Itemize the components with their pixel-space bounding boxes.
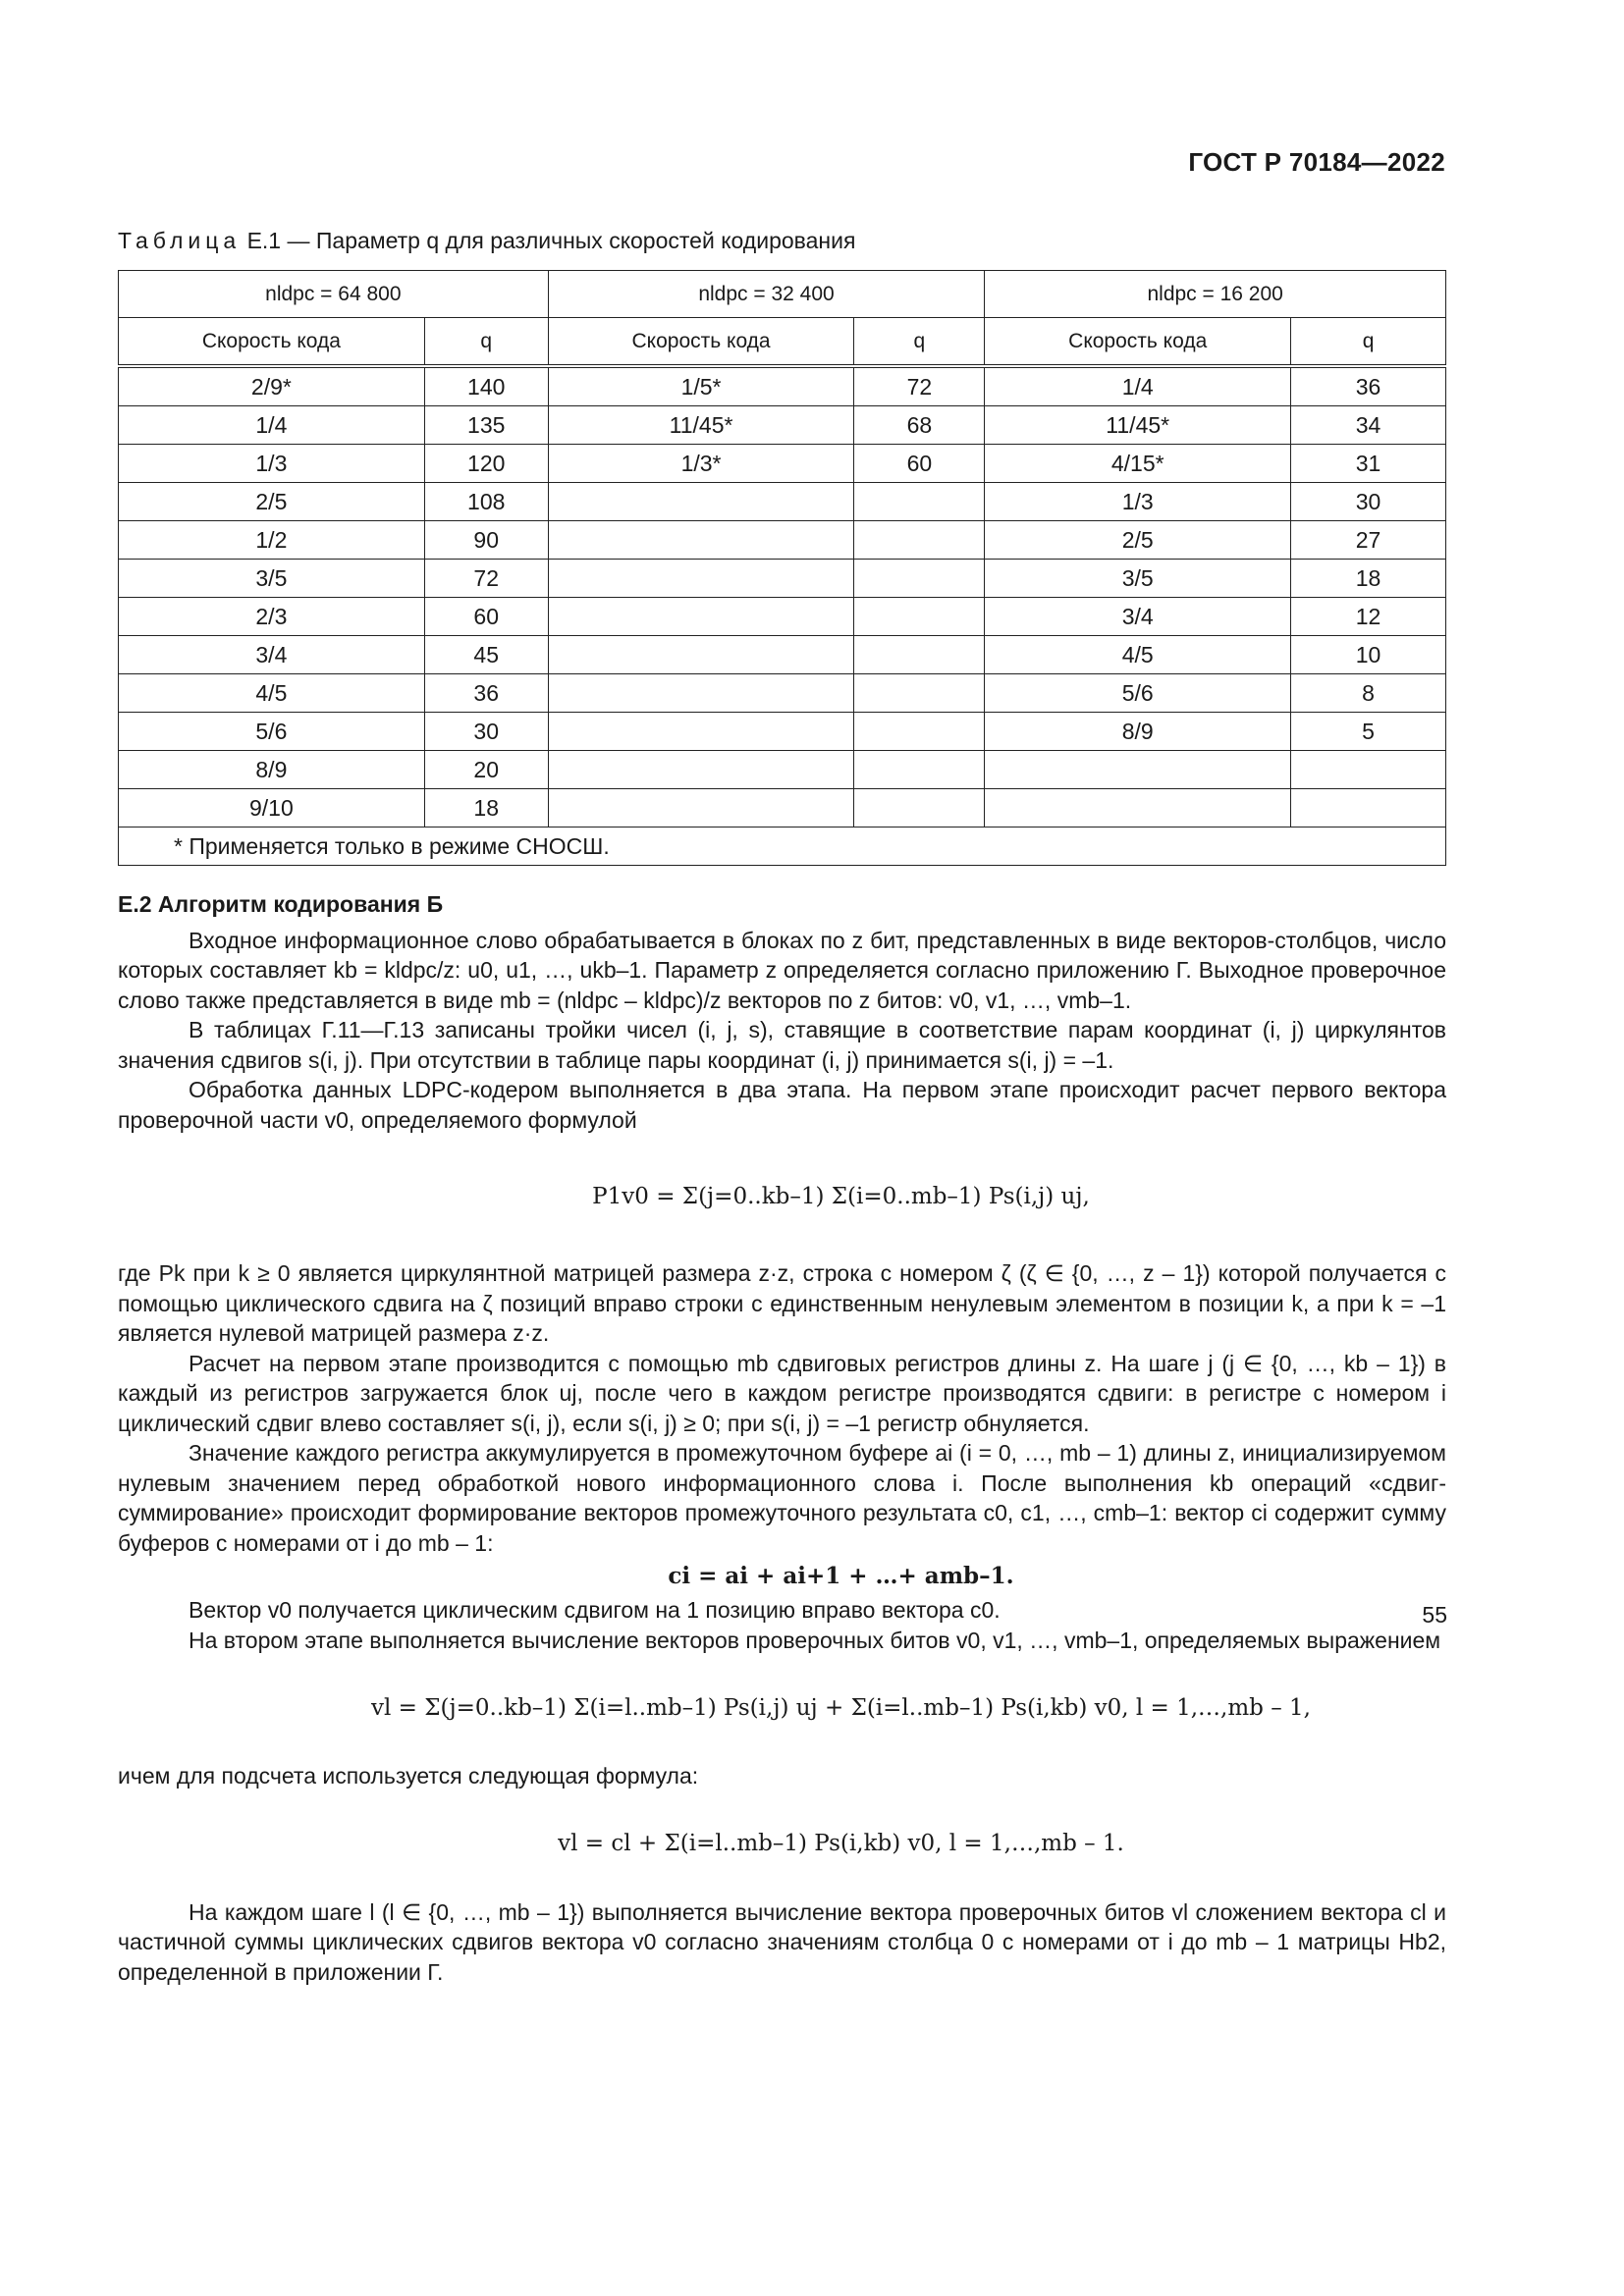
table-cell xyxy=(548,636,854,674)
table-cell xyxy=(854,521,985,560)
table-footnote-row xyxy=(119,828,1446,866)
table-cell xyxy=(548,521,854,560)
table-cell xyxy=(548,483,854,521)
table-cell: 72 xyxy=(854,366,985,406)
table-cell xyxy=(854,636,985,674)
table-row xyxy=(119,366,1446,406)
table-cell: 5/6 xyxy=(119,713,425,751)
table-cell xyxy=(1291,789,1446,828)
table-cell: 18 xyxy=(1291,560,1446,598)
table-cell xyxy=(548,598,854,636)
table-row xyxy=(119,789,1446,828)
table-cell: 30 xyxy=(1291,483,1446,521)
table-cell: 2/3 xyxy=(119,598,425,636)
table-row xyxy=(119,598,1446,636)
table-cell: 60 xyxy=(854,445,985,483)
table-cell xyxy=(854,751,985,789)
table-cell: 135 xyxy=(424,406,548,445)
paragraph-7: Вектор v0 получается циклическим сдвигом на 1 позицию вправо вектора c0. xyxy=(189,1597,1001,1623)
paragraph-4: где Pk при k ≥ 0 является циркулянтной матрицей размера z·z, строка с номером ζ (ζ ∈ {0, …, z – 1}) которой получается с помощью циклического сдвига на ζ позиций вправо строки с единственным ненулевым элементом в позиции k, а при k = –1 является нулевой матрицей размера z·z. xyxy=(118,1260,1446,1346)
table-cell: 72 xyxy=(424,560,548,598)
section-title: Е.2 Алгоритм кодирования Б xyxy=(118,891,444,917)
table-cell xyxy=(548,560,854,598)
table-cell xyxy=(548,674,854,713)
table-cell: 30 xyxy=(424,713,548,751)
table-cell: 1/3 xyxy=(985,483,1291,521)
table-subheader-row xyxy=(119,318,1446,367)
code-rate-table xyxy=(118,270,1446,866)
page-number: 55 xyxy=(1422,1602,1447,1628)
table-cell xyxy=(854,598,985,636)
paragraph-1: Входное информационное слово обрабатывается в блоках по z бит, представленных в виде векторов-столбцов, число которых составляет kb = kldpc/z: u0, u1, …, ukb–1. Параметр z определяется согласно приложению Г. Выходное проверочное слово также представляется в виде mb = (nldpc – kldpc)/z векторов по z битов: v0, v1, …, vmb–1. xyxy=(118,927,1446,1013)
table-cell: 8/9 xyxy=(985,713,1291,751)
table-cell: 36 xyxy=(424,674,548,713)
table-cell: 108 xyxy=(424,483,548,521)
group-header-16200: nldpc = 16 200 xyxy=(985,271,1446,318)
table-row xyxy=(119,636,1446,674)
col-header-q: q xyxy=(854,318,985,367)
paragraph-5: Расчет на первом этапе производится с помощью mb сдвиговых регистров длины z. На шаге j (j ∈ {0, …, kb – 1}) в каждый из регистров загружается блок uj, после чего в каждом регистре производятся сдвиги: в регистре с номером i циклический сдвиг влево составляет s(i, j), если s(i, j) ≥ 0; при s(i, j) = –1 регистр обнуляется. xyxy=(118,1350,1446,1436)
table-cell: 90 xyxy=(424,521,548,560)
table-cell xyxy=(854,674,985,713)
table-cell: 1/4 xyxy=(119,406,425,445)
col-header-rate: Скорость кода xyxy=(985,318,1291,367)
table-cell: 36 xyxy=(1291,366,1446,406)
formula-2: ci = ai + ai+1 + …+ amb–1. xyxy=(668,1562,1014,1589)
table-caption-text: Е.1 — Параметр q для различных скоростей кодирования xyxy=(246,228,856,253)
table-row xyxy=(119,445,1446,483)
table-cell: 140 xyxy=(424,366,548,406)
table-cell: 11/45* xyxy=(548,406,854,445)
table-row xyxy=(119,751,1446,789)
table-cell: 4/5 xyxy=(119,674,425,713)
table-cell xyxy=(985,789,1291,828)
formula-3: vl = Σ(j=0..kb–1) Σ(i=l..mb–1) Ps(i,j) uj + Σ(i=l..mb–1) Ps(i,kb) v0, l = 1,…,mb – 1, xyxy=(371,1694,1311,1721)
table-cell: 8/9 xyxy=(119,751,425,789)
table-cell: 60 xyxy=(424,598,548,636)
table-cell: 3/5 xyxy=(985,560,1291,598)
paragraph-2: В таблицах Г.11—Г.13 записаны тройки чисел (i, j, s), ставящие в соответствие парам координат (i, j) циркулянтов значения сдвигов s(i, j). При отсутствии в таблице пары координат (i, j) принимается s(i, j) = –1. xyxy=(118,1017,1446,1073)
table-row xyxy=(119,674,1446,713)
col-header-rate: Скорость кода xyxy=(548,318,854,367)
group-header-64800: nldpc = 64 800 xyxy=(119,271,549,318)
table-cell: 120 xyxy=(424,445,548,483)
table-cell: 2/5 xyxy=(119,483,425,521)
table-cell xyxy=(854,483,985,521)
table-cell: 34 xyxy=(1291,406,1446,445)
table-cell: 31 xyxy=(1291,445,1446,483)
table-row xyxy=(119,483,1446,521)
table-cell: 27 xyxy=(1291,521,1446,560)
table-cell: 4/15* xyxy=(985,445,1291,483)
table-caption xyxy=(118,228,855,254)
table-cell: 45 xyxy=(424,636,548,674)
table-cell: 20 xyxy=(424,751,548,789)
formula-4: vl = cl + Σ(i=l..mb–1) Ps(i,kb) v0, l = 1,…,mb – 1. xyxy=(558,1831,1124,1857)
table-cell: 2/5 xyxy=(985,521,1291,560)
table-cell: 8 xyxy=(1291,674,1446,713)
table-cell: 4/5 xyxy=(985,636,1291,674)
paragraph-8: На втором этапе выполняется вычисление векторов проверочных битов v0, v1, …, vmb–1, определяемых выражением xyxy=(189,1627,1441,1653)
table-cell: 3/4 xyxy=(985,598,1291,636)
formula-1: P1v0 = Σ(j=0..kb–1) Σ(i=0..mb–1) Ps(i,j) uj, xyxy=(592,1183,1090,1209)
paragraph-9: ичем для подсчета используется следующая формула: xyxy=(118,1763,699,1789)
table-cell xyxy=(548,789,854,828)
table-cell xyxy=(548,713,854,751)
group-header-32400: nldpc = 32 400 xyxy=(548,271,985,318)
table-cell: 18 xyxy=(424,789,548,828)
table-row xyxy=(119,406,1446,445)
table-cell: 11/45* xyxy=(985,406,1291,445)
table-cell: 2/9* xyxy=(119,366,425,406)
table-cell: 68 xyxy=(854,406,985,445)
document-code-header: ГОСТ Р 70184—2022 xyxy=(1188,147,1445,177)
table-footnote: * Применяется только в режиме СНОСШ. xyxy=(119,828,1446,866)
paragraph-6: Значение каждого регистра аккумулируется в промежуточном буфере ai (i = 0, …, mb – 1) длины z, инициализируемом нулевым значением перед обработкой нового информационного слова i. После выполнения kb операций «сдвиг-суммирование» происходит формирование векторов промежуточного результата c0, c1, …, cmb–1: вектор ci содержит сумму буферов с номерами от i до mb – 1: xyxy=(118,1440,1446,1556)
table-cell xyxy=(1291,751,1446,789)
section-body xyxy=(118,889,1446,1987)
table-cell: 10 xyxy=(1291,636,1446,674)
paragraph-3: Обработка данных LDPC-кодером выполняется в два этапа. На первом этапе происходит расчет первого вектора проверочной части v0, определяемого формулой xyxy=(118,1077,1446,1133)
table-cell xyxy=(854,789,985,828)
table-cell: 5/6 xyxy=(985,674,1291,713)
table-cell: 1/2 xyxy=(119,521,425,560)
table-cell xyxy=(548,751,854,789)
table-cell: 9/10 xyxy=(119,789,425,828)
table-cell: 5 xyxy=(1291,713,1446,751)
table-group-header-row xyxy=(119,271,1446,318)
table-cell: 3/4 xyxy=(119,636,425,674)
table-cell: 3/5 xyxy=(119,560,425,598)
table-cell: 1/3* xyxy=(548,445,854,483)
col-header-q: q xyxy=(424,318,548,367)
table-cell xyxy=(854,560,985,598)
table-row xyxy=(119,560,1446,598)
table-cell xyxy=(985,751,1291,789)
table-row xyxy=(119,521,1446,560)
table-cell: 12 xyxy=(1291,598,1446,636)
paragraph-10: На каждом шаге l (l ∈ {0, …, mb – 1}) выполняется вычисление вектора проверочных битов vl сложением вектора cl и частичной суммы циклических сдвигов вектора v0 согласно значениям столбца 0 с номерами от i до mb – 1 матрицы Hb2, определенной в приложении Г. xyxy=(118,1898,1446,1985)
table-row xyxy=(119,713,1446,751)
table-cell: 1/3 xyxy=(119,445,425,483)
table-caption-label: Таблица xyxy=(118,228,242,253)
col-header-q: q xyxy=(1291,318,1446,367)
col-header-rate: Скорость кода xyxy=(119,318,425,367)
table-cell: 1/4 xyxy=(985,366,1291,406)
table-cell: 1/5* xyxy=(548,366,854,406)
table-cell xyxy=(854,713,985,751)
